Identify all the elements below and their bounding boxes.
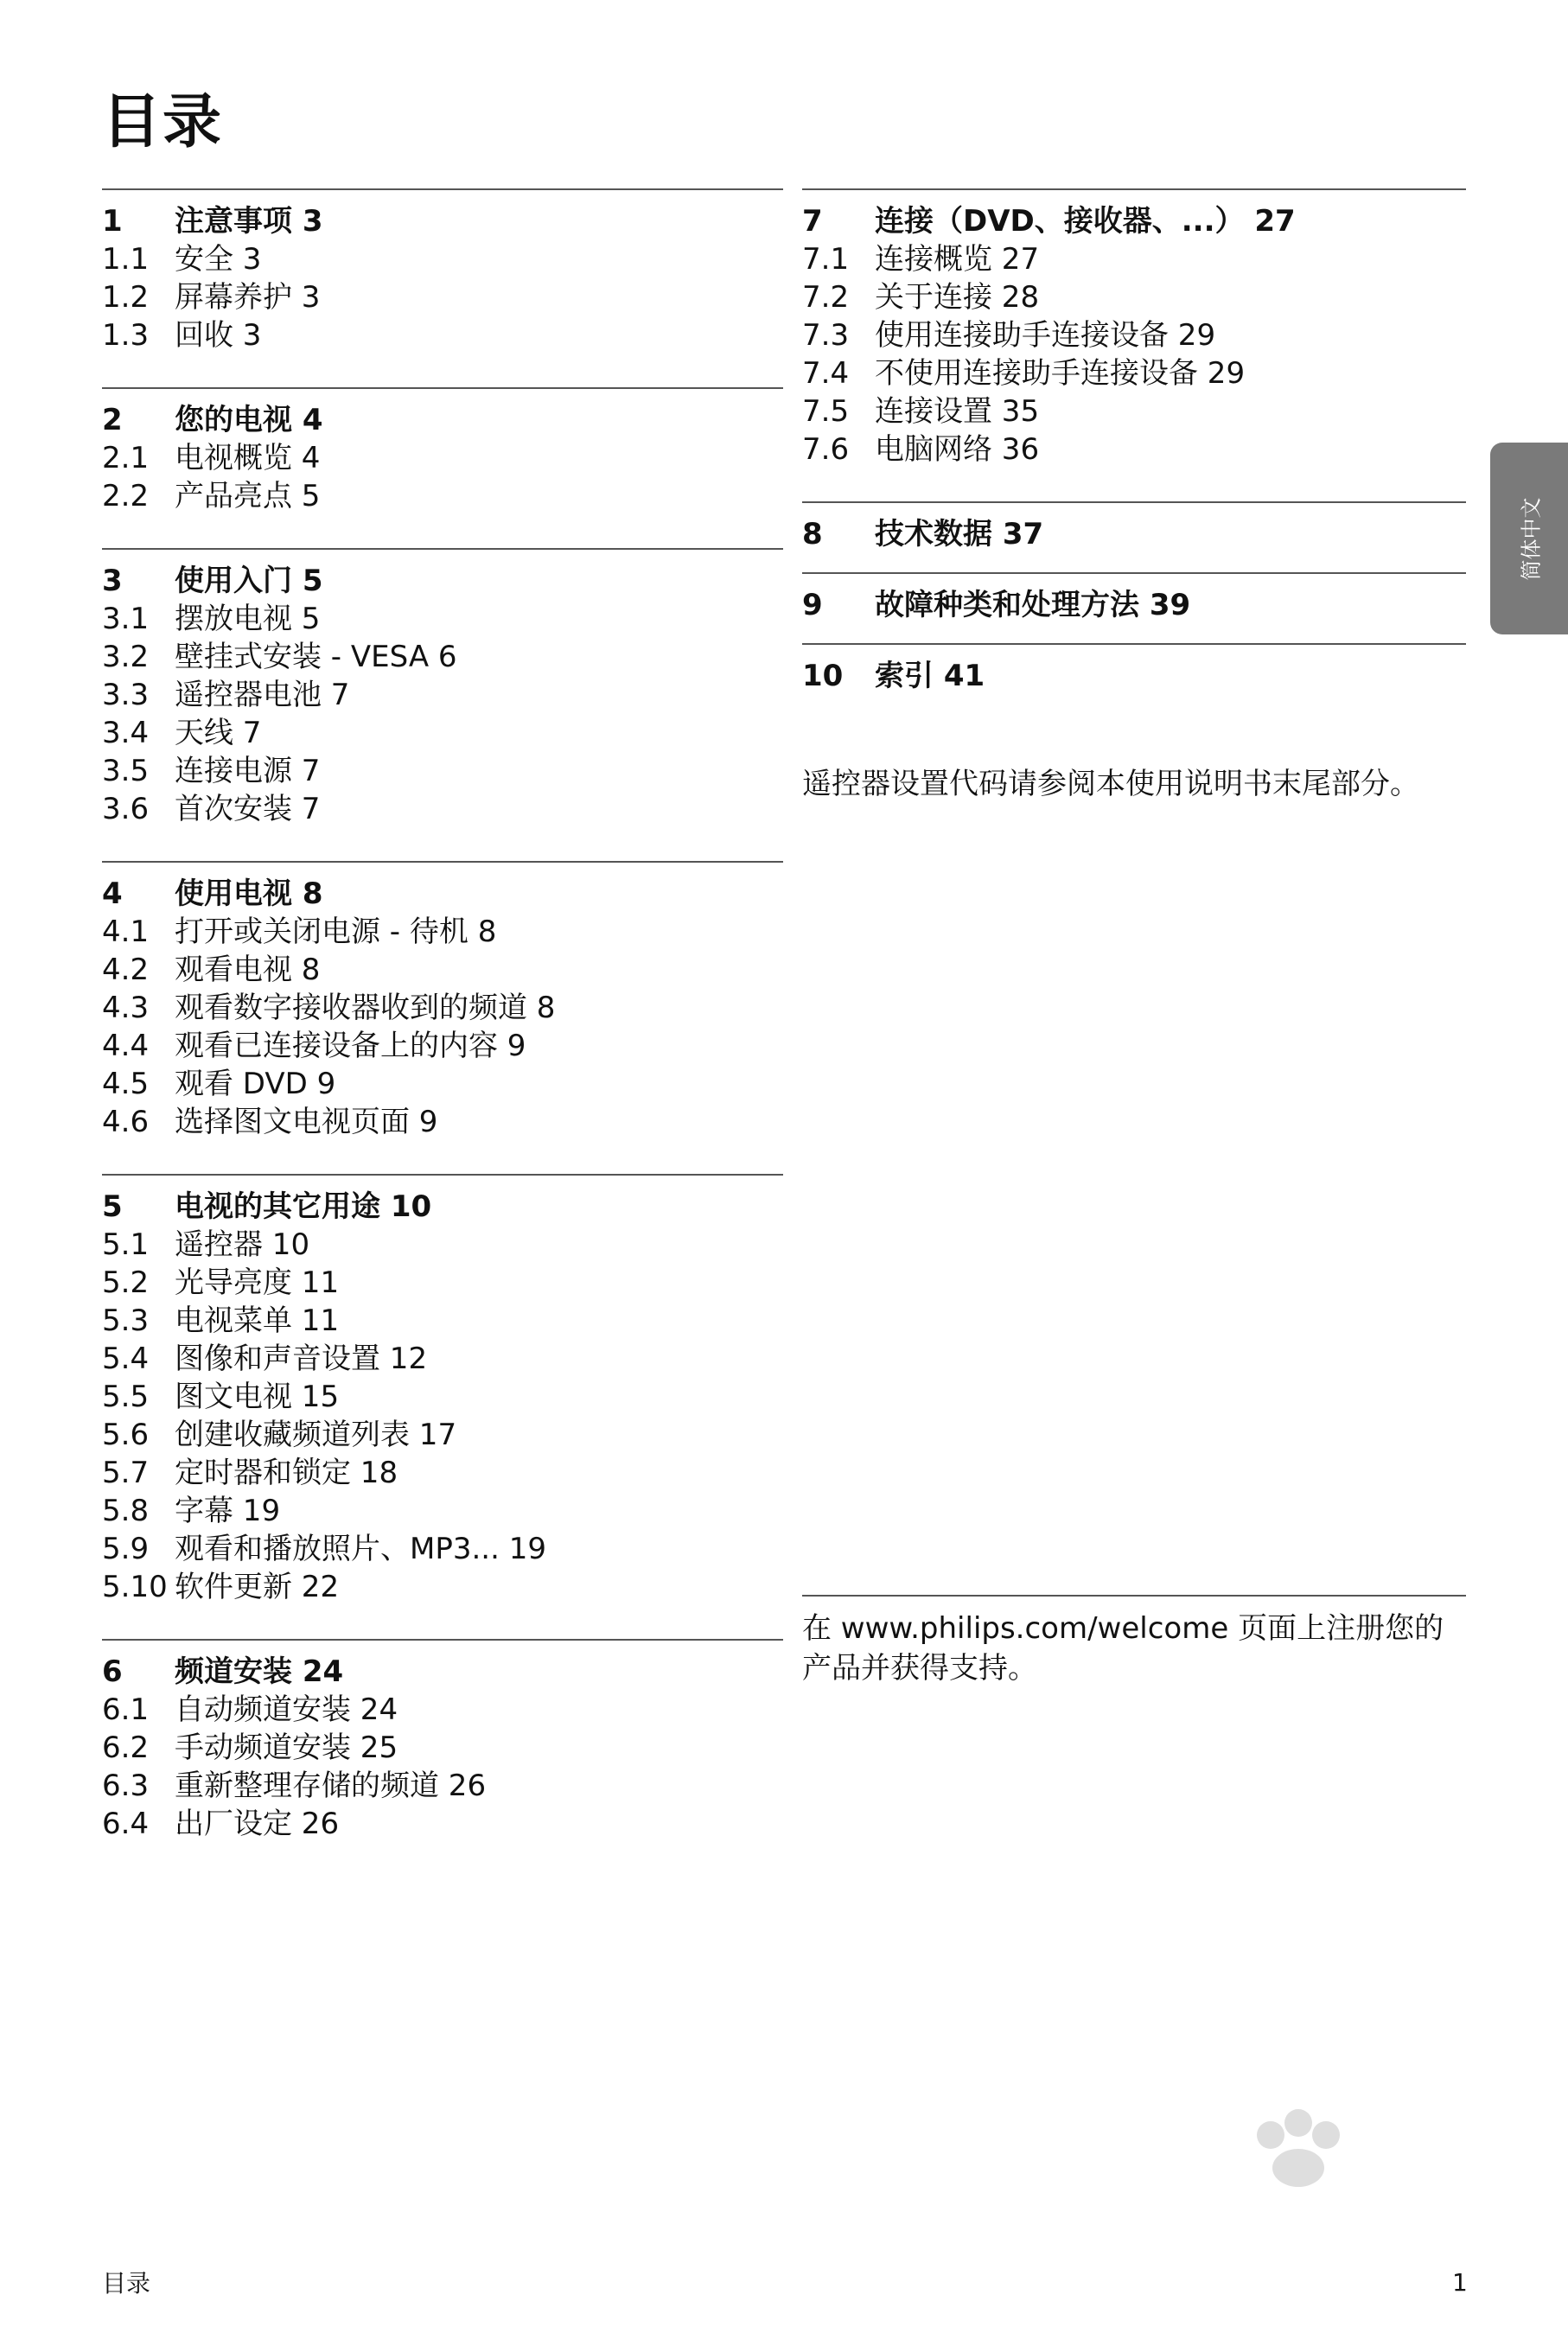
toc-entry-title: 摆放电视 5 <box>175 602 321 636</box>
toc-entry-title: 打开或关闭电源 - 待机 8 <box>175 915 497 949</box>
toc-section-title: 注意事项 3 <box>175 204 323 239</box>
toc-entry-number: 2.2 <box>102 479 150 513</box>
toc-entry-number: 5.4 <box>102 1342 150 1376</box>
toc-entry-title: 电视菜单 11 <box>175 1303 340 1338</box>
toc-entry[interactable] <box>102 1226 783 1264</box>
toc-entry-number: 5.5 <box>102 1380 150 1414</box>
registration-note: 在 www.philips.com/welcome 页面上注册您的产品并获得支持。 <box>802 1595 1466 1688</box>
toc-entry-title: 关于连接 28 <box>875 280 1040 315</box>
toc-entry-number: 5.3 <box>102 1303 150 1338</box>
toc-section-number: 1 <box>102 204 123 239</box>
toc-entry-title: 手动频道安装 25 <box>175 1731 398 1765</box>
toc-entry-title: 不使用连接助手连接设备 29 <box>875 356 1246 391</box>
language-tab[interactable] <box>1490 443 1568 634</box>
toc-entry[interactable] <box>102 1454 783 1492</box>
toc-section <box>802 501 1466 553</box>
toc-entry-title: 使用连接助手连接设备 29 <box>875 318 1216 353</box>
toc-section <box>102 387 783 515</box>
toc-entry-title: 遥控器电池 7 <box>175 678 350 712</box>
toc-entry-title: 安全 3 <box>175 242 262 277</box>
toc-entry-title: 屏幕养护 3 <box>175 280 321 315</box>
toc-entry-number: 1.2 <box>102 280 150 315</box>
toc-section-title: 索引 41 <box>875 659 985 693</box>
toc-entry[interactable] <box>102 1568 783 1606</box>
toc-entry-number: 3.3 <box>102 678 150 712</box>
toc-section-title: 故障种类和处理方法 39 <box>875 588 1191 622</box>
toc-entry-number: 3.4 <box>102 716 150 750</box>
toc-section-title: 连接（DVD、接收器、...） 27 <box>875 204 1296 239</box>
toc-entry[interactable] <box>102 1416 783 1454</box>
toc-section-number: 4 <box>102 876 123 911</box>
toc-entry[interactable] <box>102 1691 783 1729</box>
toc-entry[interactable] <box>102 1103 783 1141</box>
toc-section-number: 3 <box>102 564 123 598</box>
toc-entry[interactable] <box>102 790 783 828</box>
toc-entry-title: 连接设置 35 <box>875 394 1040 429</box>
toc-section-heading[interactable] <box>802 657 1466 695</box>
toc-section-number: 7 <box>802 204 823 239</box>
toc-entry-title: 定时器和锁定 18 <box>175 1456 398 1490</box>
toc-section-number: 9 <box>802 588 823 622</box>
toc-entry-number: 4.3 <box>102 991 150 1025</box>
toc-section-heading[interactable] <box>802 586 1466 624</box>
toc-entry-title: 重新整理存储的频道 26 <box>175 1769 487 1803</box>
toc-entry-title: 产品亮点 5 <box>175 479 321 513</box>
toc-entry-title: 观看 DVD 9 <box>175 1067 336 1101</box>
toc-entry-title: 观看电视 8 <box>175 953 321 987</box>
toc-section-heading[interactable] <box>802 202 1466 240</box>
toc-entry-title: 观看数字接收器收到的频道 8 <box>175 991 556 1025</box>
toc-entry-number: 4.1 <box>102 915 150 949</box>
footer-page-number: 1 <box>1452 2268 1468 2297</box>
toc-entry-title: 创建收藏频道列表 17 <box>175 1418 457 1452</box>
toc-entry[interactable] <box>102 1340 783 1378</box>
toc-entry-title: 观看已连接设备上的内容 9 <box>175 1029 526 1063</box>
toc-entry-number: 5.8 <box>102 1494 150 1528</box>
toc-entry[interactable] <box>102 1492 783 1530</box>
toc-entry-number: 2.1 <box>102 441 150 475</box>
toc-entry[interactable] <box>102 1065 783 1103</box>
toc-section-heading[interactable] <box>102 875 783 913</box>
toc-entry-number: 6.3 <box>102 1769 150 1803</box>
toc-entry-number: 7.1 <box>802 242 850 277</box>
toc-section-heading[interactable] <box>802 515 1466 553</box>
toc-entry[interactable] <box>102 1729 783 1767</box>
toc-section <box>802 572 1466 624</box>
toc-entry-number: 4.2 <box>102 953 150 987</box>
toc-entry-number: 4.5 <box>102 1067 150 1101</box>
toc-entry-number: 3.1 <box>102 602 150 636</box>
toc-entry-title: 出厂设定 26 <box>175 1807 340 1841</box>
toc-entry-number: 5.10 <box>102 1570 168 1604</box>
toc-entry[interactable] <box>102 1530 783 1568</box>
toc-entry-title: 天线 7 <box>175 716 262 750</box>
toc-entry-title: 软件更新 22 <box>175 1570 340 1604</box>
toc-section-number: 10 <box>802 659 844 693</box>
toc-entry-title: 连接电源 7 <box>175 754 321 788</box>
toc-entry-title: 字幕 19 <box>175 1494 281 1528</box>
toc-entry-number: 1.1 <box>102 242 150 277</box>
toc-entry-number: 3.5 <box>102 754 150 788</box>
toc-entry[interactable] <box>102 1027 783 1065</box>
toc-entry[interactable] <box>802 392 1466 430</box>
toc-entry-title: 回收 3 <box>175 318 262 353</box>
toc-section <box>802 643 1466 695</box>
toc-entry-title: 首次安装 7 <box>175 792 321 826</box>
toc-entry-number: 6.4 <box>102 1807 150 1841</box>
toc-section-title: 您的电视 4 <box>175 403 323 437</box>
toc-entry-number: 4.4 <box>102 1029 150 1063</box>
toc-section-title: 技术数据 37 <box>875 517 1044 551</box>
toc-entry-number: 7.2 <box>802 280 850 315</box>
toc-entry-title: 壁挂式安装 - VESA 6 <box>175 640 457 674</box>
toc-entry-title: 图文电视 15 <box>175 1380 340 1414</box>
toc-left-column <box>102 188 783 1876</box>
toc-entry-title: 图像和声音设置 12 <box>175 1342 428 1376</box>
toc-entry-title: 光导亮度 11 <box>175 1265 340 1300</box>
watermark-logo <box>1106 2100 1487 2299</box>
toc-entry-title: 自动频道安装 24 <box>175 1692 398 1727</box>
toc-entry[interactable] <box>102 1805 783 1843</box>
toc-entry[interactable] <box>102 676 783 714</box>
toc-section-heading[interactable] <box>102 562 783 600</box>
toc-entry-title: 遥控器 10 <box>175 1227 310 1262</box>
toc-section-heading[interactable] <box>102 1188 783 1226</box>
toc-section-title: 使用入门 5 <box>175 564 323 598</box>
toc-entry-number: 3.6 <box>102 792 150 826</box>
toc-section-number: 8 <box>802 517 823 551</box>
toc-entry-title: 电脑网络 36 <box>875 432 1040 467</box>
toc-entry[interactable] <box>102 1264 783 1302</box>
toc-entry-number: 4.6 <box>102 1105 150 1139</box>
toc-entry[interactable] <box>802 240 1466 278</box>
toc-entry[interactable] <box>102 1302 783 1340</box>
toc-entry[interactable] <box>802 354 1466 392</box>
toc-entry-number: 7.5 <box>802 394 850 429</box>
toc-entry[interactable] <box>802 430 1466 468</box>
toc-section <box>102 188 783 354</box>
toc-section-number: 2 <box>102 403 123 437</box>
toc-entry[interactable] <box>802 316 1466 354</box>
toc-entry-title: 选择图文电视页面 9 <box>175 1105 438 1139</box>
toc-section-title: 使用电视 8 <box>175 876 323 911</box>
toc-entry[interactable] <box>102 1378 783 1416</box>
toc-entry-number: 7.6 <box>802 432 850 467</box>
toc-entry[interactable] <box>102 951 783 989</box>
toc-entry-title: 观看和播放照片、MP3... 19 <box>175 1532 546 1566</box>
toc-right-column <box>802 188 1466 804</box>
toc-entry-number: 5.7 <box>102 1456 150 1490</box>
toc-section-heading[interactable] <box>102 1653 783 1691</box>
toc-entry-number: 6.2 <box>102 1731 150 1765</box>
toc-entry-title: 连接概览 27 <box>875 242 1040 277</box>
toc-entry-number: 5.1 <box>102 1227 150 1262</box>
footer-section-label: 目录 <box>102 2269 151 2298</box>
toc-section-number: 5 <box>102 1189 123 1224</box>
toc-entry[interactable] <box>102 278 783 316</box>
toc-entry-title: 电视概览 4 <box>175 441 321 475</box>
toc-entry[interactable] <box>102 638 783 676</box>
toc-entry[interactable] <box>102 240 783 278</box>
toc-entry-number: 6.1 <box>102 1692 150 1727</box>
paw-icon <box>1106 2100 1487 2299</box>
toc-entry[interactable] <box>102 913 783 951</box>
toc-section <box>102 1639 783 1843</box>
toc-entry[interactable] <box>102 600 783 638</box>
toc-section-heading[interactable] <box>102 202 783 240</box>
toc-entry-number: 5.9 <box>102 1532 150 1566</box>
toc-section-heading[interactable] <box>102 401 783 439</box>
toc-entry[interactable] <box>102 439 783 477</box>
toc-entry[interactable] <box>102 752 783 790</box>
toc-entry-number: 1.3 <box>102 318 150 353</box>
toc-section-title: 电视的其它用途 10 <box>175 1189 432 1224</box>
toc-entry-number: 7.3 <box>802 318 850 353</box>
toc-entry-number: 7.4 <box>802 356 850 391</box>
toc-entry[interactable] <box>102 477 783 515</box>
toc-entry[interactable] <box>102 989 783 1027</box>
toc-entry[interactable] <box>802 278 1466 316</box>
toc-entry[interactable] <box>102 1767 783 1805</box>
toc-entry-number: 3.2 <box>102 640 150 674</box>
toc-section <box>102 861 783 1141</box>
toc-entry[interactable] <box>102 316 783 354</box>
toc-section <box>802 188 1466 468</box>
toc-entry-number: 5.6 <box>102 1418 150 1452</box>
toc-entry[interactable] <box>102 714 783 752</box>
page-title: 目录 <box>102 88 224 156</box>
toc-entry-number: 5.2 <box>102 1265 150 1300</box>
toc-section-title: 频道安装 24 <box>175 1654 344 1689</box>
toc-section <box>102 1174 783 1606</box>
remote-code-note: 遥控器设置代码请参阅本使用说明书末尾部分。 <box>802 767 1419 801</box>
toc-section <box>102 548 783 828</box>
toc-section-number: 6 <box>102 1654 123 1689</box>
language-tab-label: 简体中文 <box>1519 497 1544 580</box>
